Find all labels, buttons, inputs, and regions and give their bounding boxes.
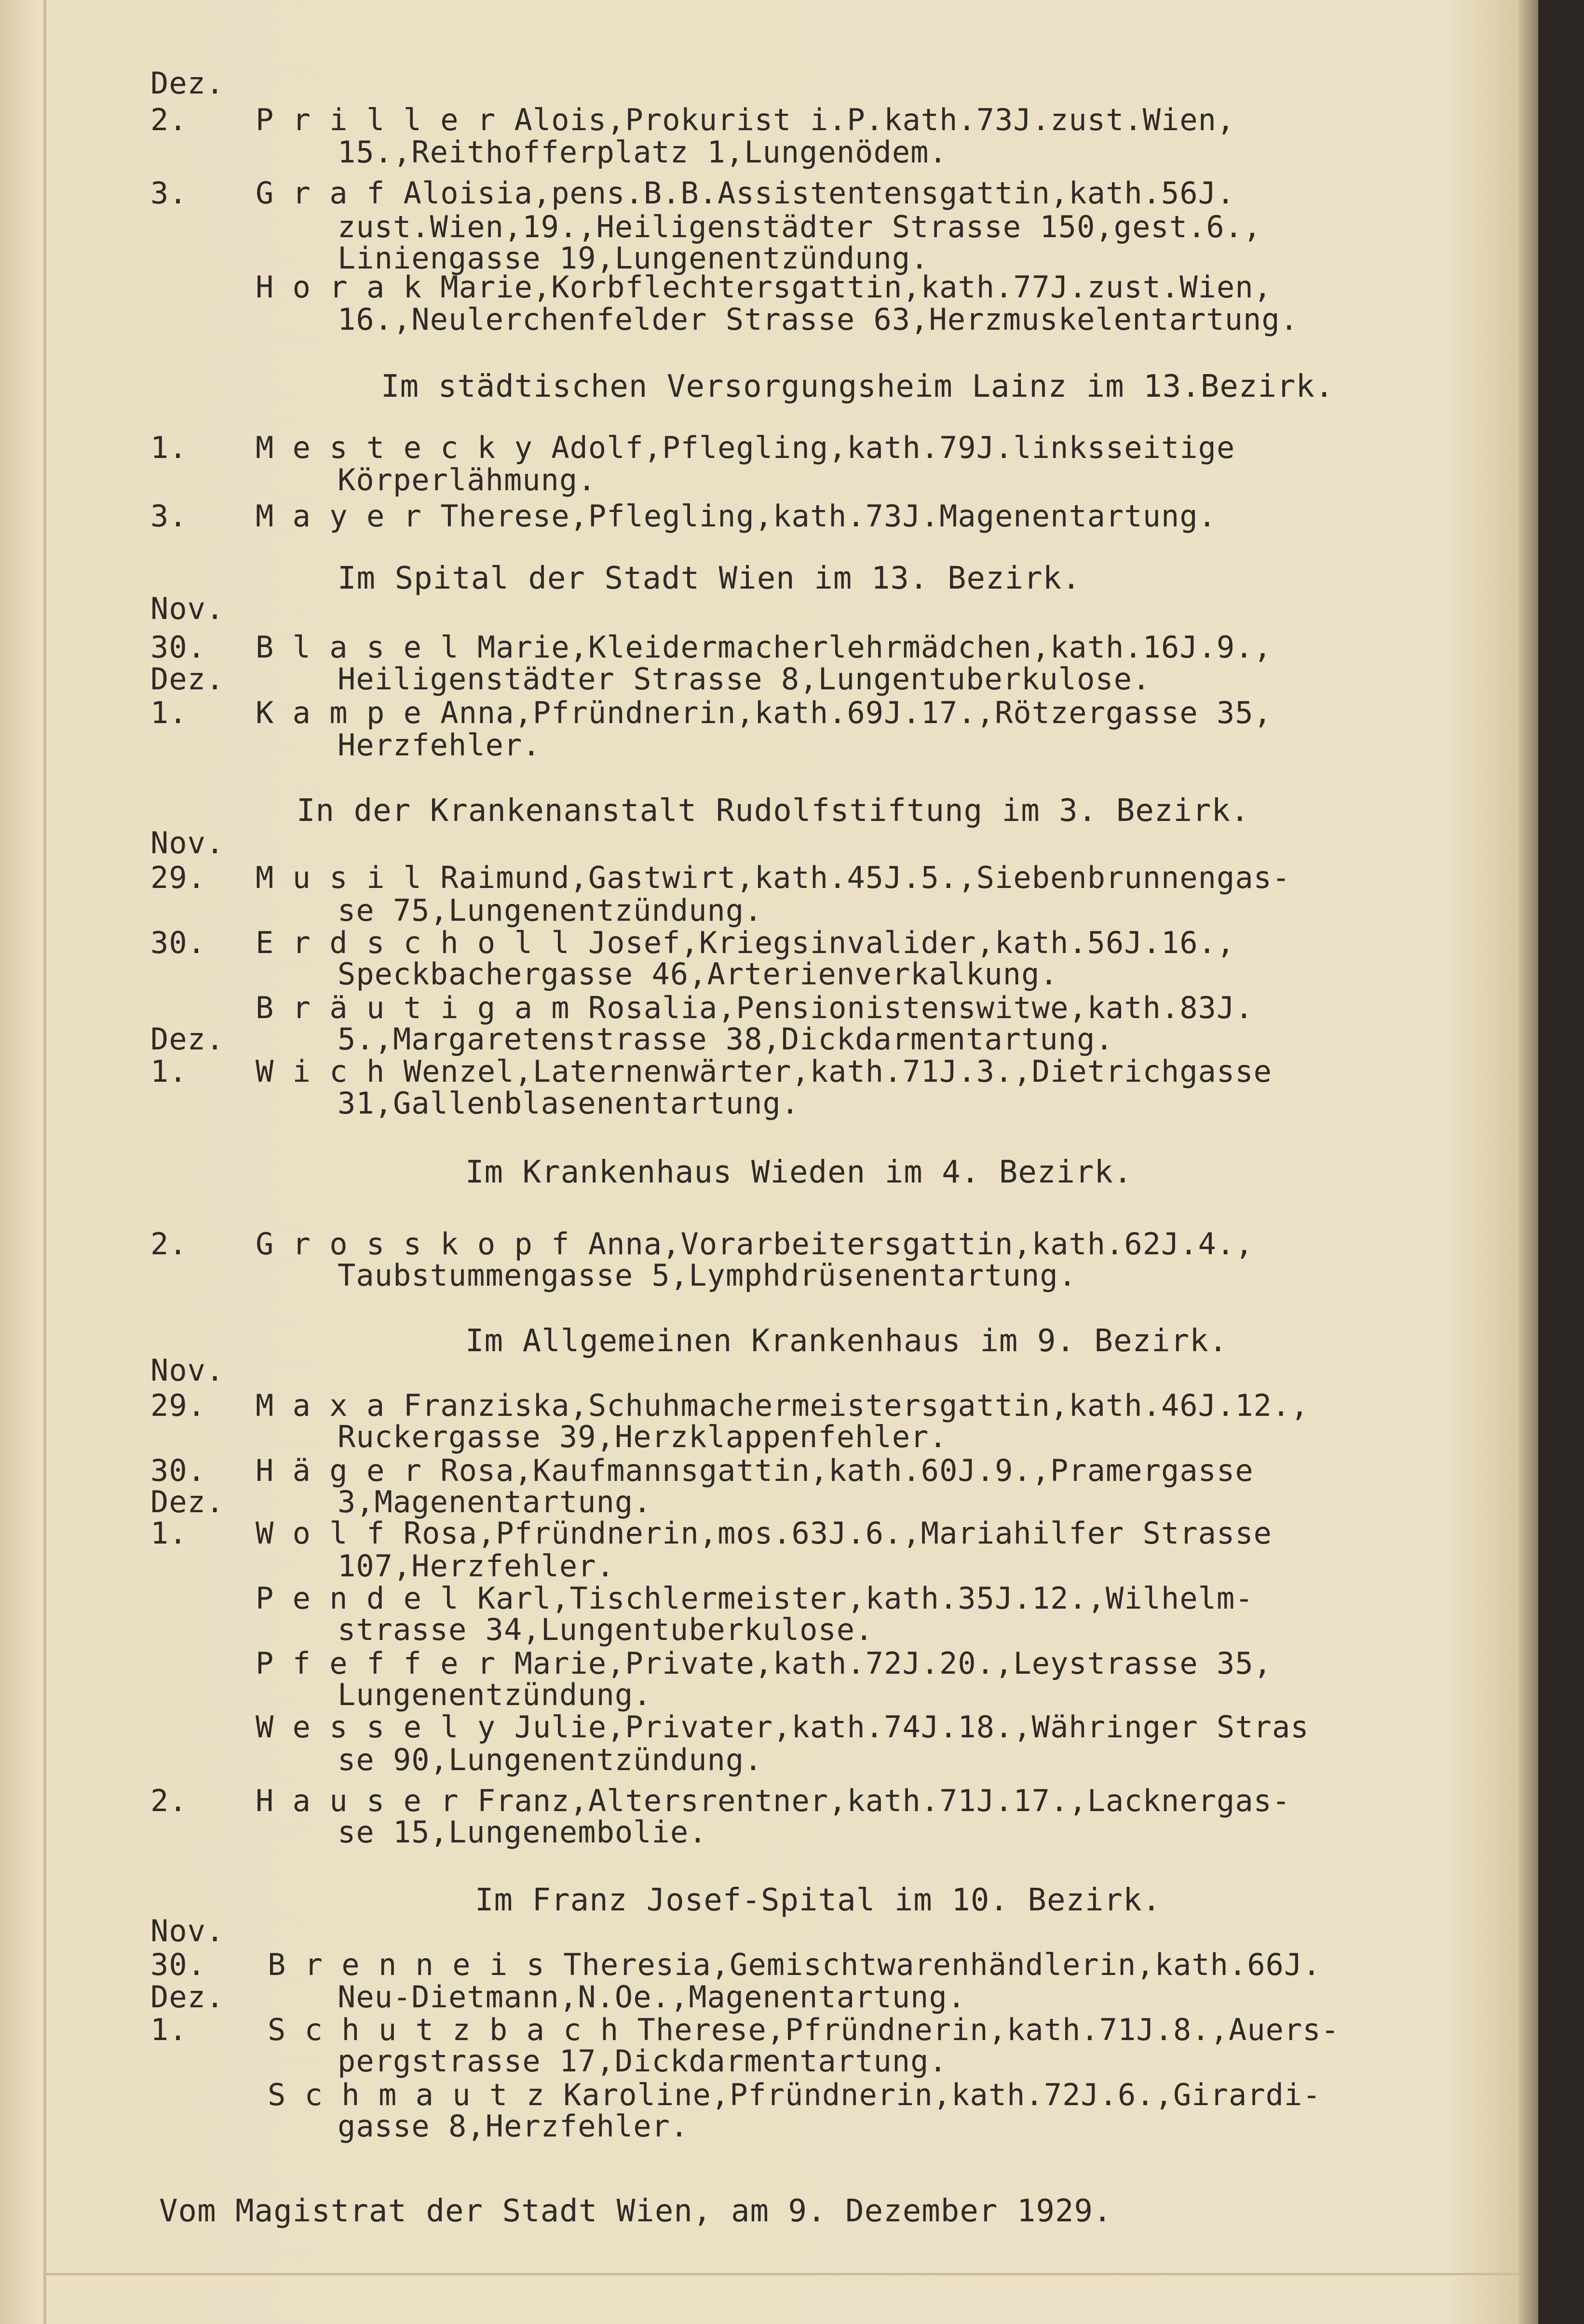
record-line: 3,Magenentartung.	[338, 1484, 652, 1519]
record-line: 3.	[150, 498, 188, 534]
record-line: Dez.	[150, 66, 225, 101]
record-line: P r i l l e r Alois,Prokurist i.P.kath.73J.zust.Wien,	[256, 102, 1235, 137]
record-line: pergstrasse 17,Dickdarmentartung.	[338, 2043, 948, 2079]
record-line: 107,Herzfehler.	[338, 1548, 615, 1584]
record-line: 1.	[150, 2012, 188, 2047]
record-line: se 90,Lungenentzündung.	[338, 1742, 763, 1777]
record-line: strasse 34,Lungentuberkulose.	[338, 1612, 874, 1647]
record-line: P f e f f e r Marie,Private,kath.72J.20.,Leystrasse 35,	[256, 1646, 1272, 1681]
record-line: Körperlähmung.	[338, 462, 596, 497]
record-line: 2.	[150, 102, 188, 137]
record-line: Dez.	[150, 1484, 225, 1519]
section-heading: Im Spital der Stadt Wien im 13. Bezirk.	[338, 561, 1081, 596]
page-edge	[1519, 0, 1538, 2324]
record-line: 3.	[150, 175, 188, 211]
record-line: H a u s e r Franz,Altersrentner,kath.71J.17.,Lacknergas-	[256, 1783, 1291, 1818]
record-line: se 75,Lungenentzündung.	[338, 893, 763, 928]
record-line: Dez.	[150, 1979, 225, 2015]
record-line: Heiligenstädter Strasse 8,Lungentuberkulose.	[338, 661, 1151, 697]
record-line: Dez.	[150, 661, 225, 697]
record-line: 1.	[150, 1516, 188, 1551]
section-heading: Im Franz Josef-Spital im 10. Bezirk.	[475, 1882, 1162, 1918]
record-line: 30.	[150, 630, 206, 665]
record-line: Nov.	[150, 825, 225, 860]
record-line: 2.	[150, 1226, 188, 1262]
record-line: G r a f Aloisia,pens.B.B.Assistentensgattin,kath.56J.	[256, 175, 1235, 211]
record-line: W i c h Wenzel,Laternenwärter,kath.71J.3.,Dietrichgasse	[256, 1054, 1272, 1089]
record-line: Liniengasse 19,Lungenentzündung.	[338, 241, 929, 276]
record-line: K a m p e Anna,Pfründnerin,kath.69J.17.,Rötzergasse 35,	[256, 695, 1272, 730]
record-line: B r ä u t i g a m Rosalia,Pensionistenswitwe,kath.83J.	[256, 990, 1254, 1025]
record-line: 1.	[150, 430, 188, 465]
record-line: S c h u t z b a c h Therese,Pfründnerin,kath.71J.8.,Auers-	[268, 2012, 1340, 2047]
record-line: Dez.	[150, 1021, 225, 1057]
record-line: W e s s e l y Julie,Privater,kath.74J.18.,Währinger Stras	[256, 1709, 1309, 1745]
record-line: P e n d e l Karl,Tischlermeister,kath.35J.12.,Wilhelm-	[256, 1581, 1254, 1616]
section-heading: Im städtischen Versorgungsheim Lainz im 13.Bezirk.	[381, 369, 1334, 404]
record-line: 1.	[150, 695, 188, 730]
record-line: 2.	[150, 1783, 188, 1818]
record-line: M a x a Franziska,Schuhmachermeistersgattin,kath.46J.12.,	[256, 1388, 1309, 1423]
record-line: Ruckergasse 39,Herzklappenfehler.	[338, 1419, 948, 1454]
record-line: 31,Gallenblasenentartung.	[338, 1086, 800, 1121]
record-line: Taubstummengasse 5,Lymphdrüsenentartung.	[338, 1258, 1077, 1293]
record-line: Lungenentzündung.	[338, 1677, 652, 1712]
record-line: Nov.	[150, 591, 225, 626]
record-line: 30.	[150, 925, 206, 960]
section-heading: In der Krankenanstalt Rudolfstiftung im 3. Bezirk.	[297, 793, 1250, 829]
record-line: W o l f Rosa,Pfründnerin,mos.63J.6.,Mariahilfer Strasse	[256, 1516, 1272, 1551]
binding-shadow	[1538, 0, 1584, 2324]
record-line: Nov.	[150, 1913, 225, 1948]
record-line: se 15,Lungenembolie.	[338, 1814, 707, 1850]
record-line: 29.	[150, 860, 206, 895]
record-line: H o r a k Marie,Korbflechtersgattin,kath.77J.zust.Wien,	[256, 269, 1272, 305]
left-margin-line	[43, 0, 46, 2324]
record-line: 16.,Neulerchenfelder Strasse 63,Herzmuskelentartung.	[338, 302, 1299, 337]
record-line: B r e n n e i s Theresia,Gemischtwarenhändlerin,kath.66J.	[268, 1947, 1321, 1982]
record-line: 30.	[150, 1453, 206, 1488]
record-line: H ä g e r Rosa,Kaufmannsgattin,kath.60J.9.,Pramergasse	[256, 1453, 1254, 1488]
record-line: 5.,Margaretenstrasse 38,Dickdarmentartung.	[338, 1021, 1114, 1057]
section-heading: Im Krankenhaus Wieden im 4. Bezirk.	[465, 1155, 1133, 1190]
record-line: B l a s e l Marie,Kleidermacherlehrmädchen,kath.16J.9.,	[256, 630, 1272, 665]
record-line: M u s i l Raimund,Gastwirt,kath.45J.5.,Siebenbrunnengas-	[256, 860, 1291, 895]
bottom-margin-line	[43, 2273, 1519, 2275]
record-line: 1.	[150, 1054, 188, 1089]
record-line: Herzfehler.	[338, 727, 541, 763]
section-heading: Vom Magistrat der Stadt Wien, am 9. Dezember 1929.	[159, 2193, 1112, 2229]
record-line: Nov.	[150, 1353, 225, 1388]
record-line: gasse 8,Herzfehler.	[338, 2109, 689, 2144]
section-heading: Im Allgemeinen Krankenhaus im 9. Bezirk.	[465, 1323, 1228, 1359]
record-line: 15.,Reithofferplatz 1,Lungenödem.	[338, 134, 948, 170]
record-line: Neu-Dietmann,N.Oe.,Magenentartung.	[338, 1979, 966, 2015]
record-line: S c h m a u t z Karoline,Pfründnerin,kath.72J.6.,Girardi-	[268, 2077, 1321, 2112]
record-line: G r o s s k o p f Anna,Vorarbeitersgattin,kath.62J.4.,	[256, 1226, 1254, 1262]
record-line: zust.Wien,19.,Heiligenstädter Strasse 150,gest.6.,	[338, 209, 1262, 244]
record-line: E r d s c h o l l Josef,Kriegsinvalider,kath.56J.16.,	[256, 925, 1235, 960]
record-line: 30.	[150, 1947, 206, 1982]
record-line: M a y e r Therese,Pflegling,kath.73J.Magenentartung.	[256, 498, 1217, 534]
record-line: 29.	[150, 1388, 206, 1423]
record-line: M e s t e c k y Adolf,Pflegling,kath.79J.linksseitige	[256, 430, 1235, 465]
record-line: Speckbachergasse 46,Arterienverkalkung.	[338, 956, 1058, 992]
